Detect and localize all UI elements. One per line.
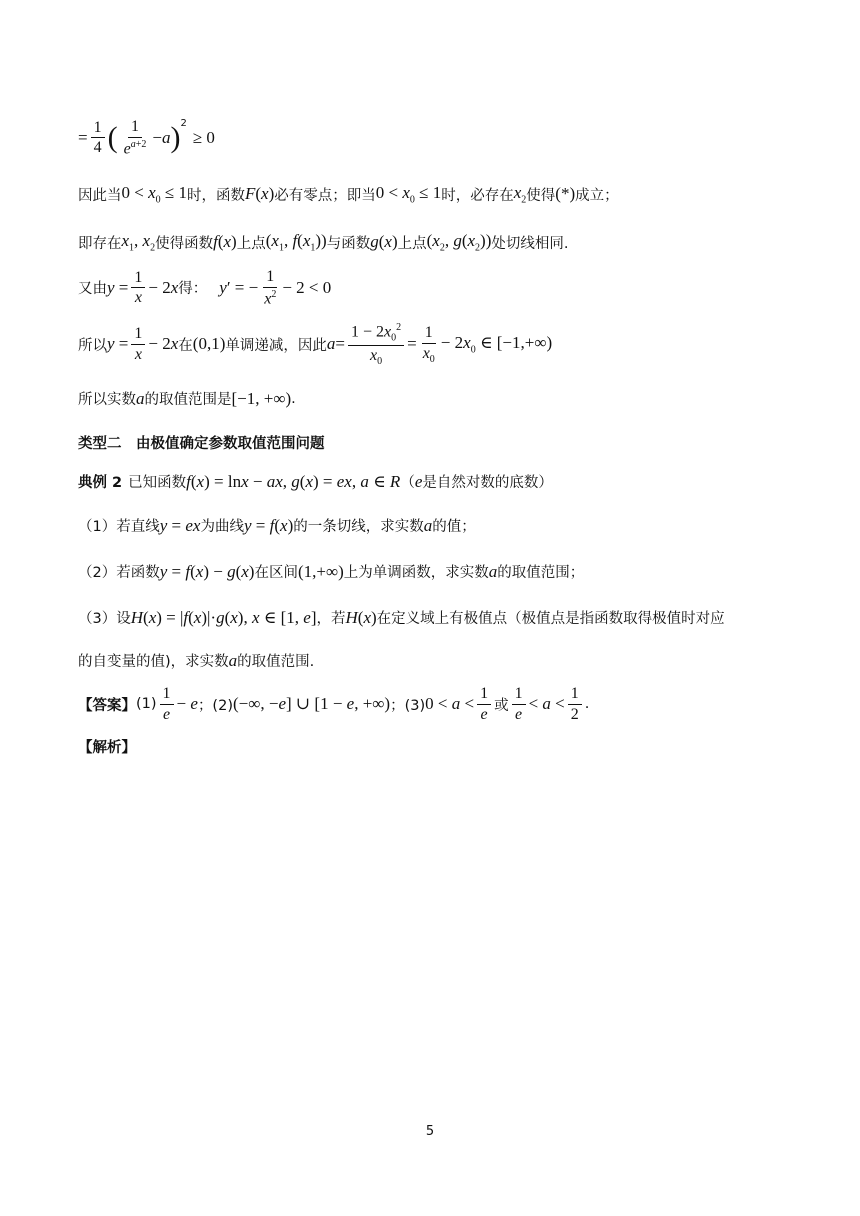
text: 又由 xyxy=(78,281,107,298)
fraction: $\frac{1}{2}$ xyxy=(568,685,582,723)
text: （3）设 xyxy=(78,611,131,627)
fraction: $\frac{1}{x}$ xyxy=(131,269,145,307)
fraction: $\frac{1}{e}$ xyxy=(477,685,491,723)
fraction: $\frac{1 - 2x_0^2}{x_0}$ xyxy=(348,322,404,367)
text: 因此当 xyxy=(78,187,122,204)
question-3-cont: 的自变量的值)，求实数 a 的取值范围. xyxy=(78,650,315,670)
text: 是自然对数的底数） xyxy=(422,475,553,491)
text: 必有零点；即当 xyxy=(274,187,376,204)
equation-line-1: = $\frac{1}{4}$ ( $\frac{1}{e^{a+2}}$ − a ) $^2$ ≥ 0 xyxy=(78,118,215,157)
text: 的一条切线，求实数 xyxy=(293,519,424,535)
text-line-2: 因此当 $0 < x_0 \le 1$ 时，函数 F (x) 必有零点；即当 $0 < x_0 \le 1$ 时，必存在 $x_2$ 使得 (*) 成立； xyxy=(78,183,619,206)
text: ；(2) xyxy=(197,697,233,714)
text: ，若 xyxy=(316,611,346,627)
text: 在 xyxy=(178,337,193,354)
text: 的取值范围； xyxy=(497,565,585,581)
fraction: $\frac{1}{4}$ xyxy=(91,119,105,157)
text-line-6: 所以实数 a 的取值范围是 [−1, +∞) . xyxy=(78,388,296,408)
text: （ xyxy=(400,475,415,491)
answer-line: 【答案】 (1) $\frac{1}{e}$ − e ；(2) (−∞, −e] ∪ [1 − e, +∞) ；(3) 0 < a < $\frac{1}{e}$ 或 $\frac{1}{e}$ < a < $\frac{1}{2}$ . xyxy=(78,685,590,723)
text: 时，必存在 xyxy=(441,187,514,204)
text: 的值； xyxy=(432,519,476,535)
text: 或 xyxy=(494,697,509,714)
text: 成立； xyxy=(575,187,619,204)
text: 即存在 xyxy=(78,235,122,252)
text: 时，函数 xyxy=(186,187,245,204)
text: 得： xyxy=(178,281,208,298)
text: 的自变量的值)，求实数 xyxy=(78,654,229,670)
text: 的取值范围. xyxy=(237,654,315,670)
fraction: $\frac{1}{e^{a+2}}$ xyxy=(123,118,147,157)
text-line-3: 即存在 $x_1$, $x_2$ 使得函数 f(x) 上点 ($x_1$, $f(x_1)$) 与函数 g(x) 上点 ($x_2$, $g(x_2)$) 处切线相同. xyxy=(78,231,569,254)
text: （2）若函数 xyxy=(78,565,160,581)
text: 在定义域上有极值点（极值点是指函数取得极值时对应 xyxy=(376,611,725,627)
text: 所以实数 xyxy=(78,392,136,408)
text: 在区间 xyxy=(254,565,298,581)
analysis-label xyxy=(78,736,136,757)
text: ；(3) xyxy=(390,697,426,714)
fraction: $\frac{1}{x_0}$ xyxy=(422,323,435,365)
text-line-4: 又由 y = $\frac{1}{x}$ − 2x 得： y′ = − $\frac{1}{x^2}$ − 2 < 0 xyxy=(78,268,332,307)
answer-label: 【答案】 xyxy=(78,697,136,714)
text: 处切线相同. xyxy=(491,235,569,252)
example-line: 典例 2 已知函数 f(x) = lnx − ax, g(x) = ex, a ∈ R （ e 是自然对数的底数） xyxy=(78,471,553,491)
text: （1）若直线 xyxy=(78,519,160,535)
heading-text: 类型二 由极值确定参数取值范围问题 xyxy=(78,436,325,452)
text: 使得 xyxy=(526,187,556,204)
fraction: $\frac{1}{e}$ xyxy=(512,685,526,723)
inequality-suffix: ≥ 0 xyxy=(192,127,215,147)
page-number: 5 xyxy=(425,1124,435,1139)
section-heading xyxy=(78,432,325,453)
fraction: $\frac{1}{e}$ xyxy=(160,685,174,723)
text: 上点 xyxy=(236,235,266,252)
fraction: $\frac{1}{x^2}$ xyxy=(264,268,277,307)
text: 为曲线 xyxy=(200,519,244,535)
question-2: （2）若函数 y = f(x) − g(x) 在区间 (1,+∞) 上为单调函数，求实数 a 的取值范围； xyxy=(78,561,585,581)
text: (1) xyxy=(136,696,157,713)
text: 上点 xyxy=(397,235,427,252)
text: 单调递减，因此 xyxy=(225,337,327,354)
text: 使得函数 xyxy=(155,235,214,252)
text-line-5: 所以 y = $\frac{1}{x}$ − 2x 在 (0,1) 单调递减，因此 a= $\frac{1 - 2x_0^2}{x_0}$ = $\frac{1}{x_0}$ − $2x_0$ ∈ [−1,+∞) xyxy=(78,322,553,367)
text: 已知函数 xyxy=(128,475,187,491)
fraction: $\frac{1}{x}$ xyxy=(131,325,145,363)
text: 的取值范围是 xyxy=(144,392,232,408)
question-1: （1）若直线 y = ex 为曲线 y = f(x) 的一条切线，求实数 a 的值； xyxy=(78,515,476,535)
question-3: （3）设 H(x) = |f(x)|·g(x), x ∈ [1, e] ，若 H(x) 在定义域上有极值点（极值点是指函数取得极值时对应 xyxy=(78,607,725,627)
text: 所以 xyxy=(78,337,107,354)
example-label: 典例 2 xyxy=(78,475,123,491)
analysis-text: 【解析】 xyxy=(78,740,136,756)
text: 与函数 xyxy=(326,235,371,252)
text: 上为单调函数，求实数 xyxy=(343,565,489,581)
